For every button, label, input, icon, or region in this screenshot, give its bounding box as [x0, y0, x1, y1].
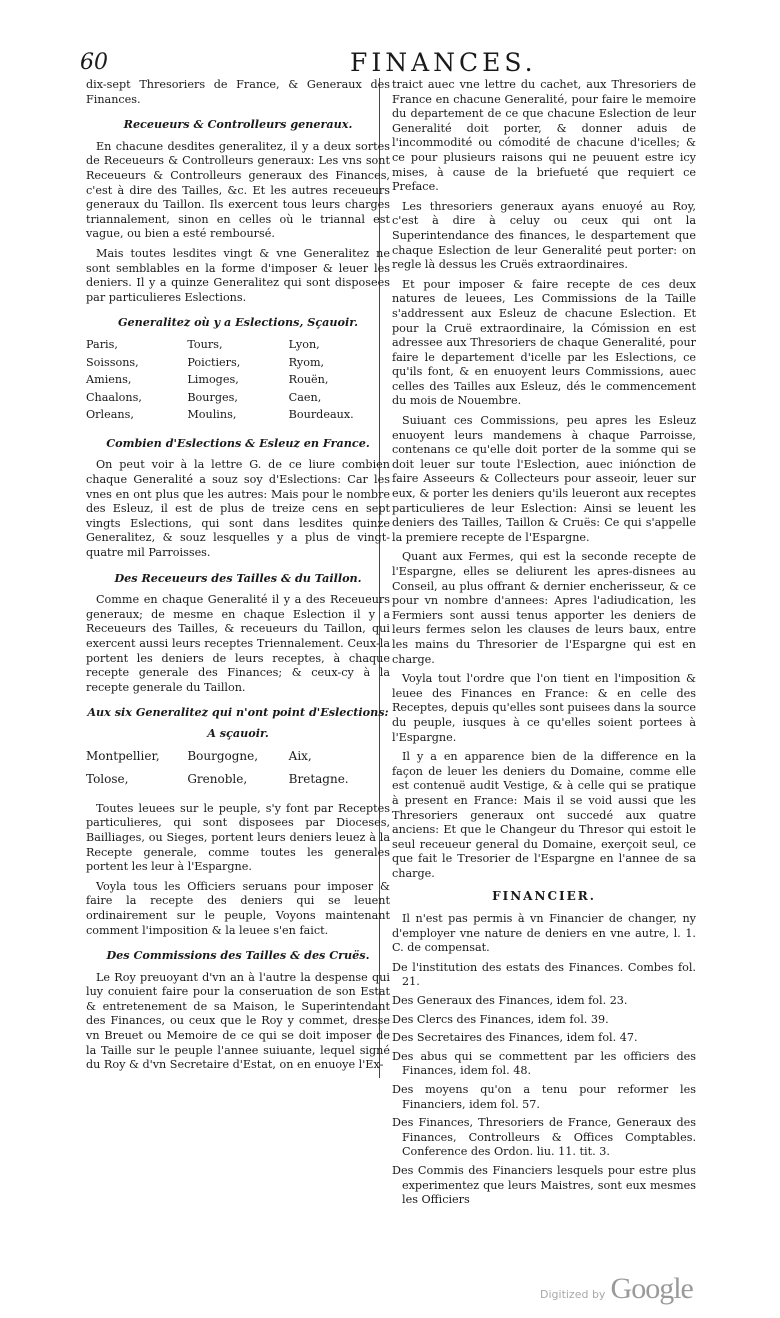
- table-row: [86, 338, 390, 356]
- table-cell: Rouën,: [288, 373, 329, 387]
- table-cell: Bretagne.: [288, 772, 349, 787]
- paragraph: Le Roy preuoyant d'vn an à l'autre la despense qui luy conuient faire pour la conseruation de son Estat & entretenement de sa Maison, le Superintendant des Finances, ou ceux que le Roy y commet, dresse vn Breuet ou Memoire de ce qui se doit imposer de la Taille sur le peuple l'annee suiuante, lequel signé du Roy & d'vn Secretaire d'Estat, on en enuoye l'Ex-: [86, 970, 390, 1072]
- table-cell: Orleans,: [86, 408, 134, 422]
- section-heading: Des Receueurs des Tailles & du Taillon.: [114, 570, 362, 585]
- section-heading: Generalitez où y a Eslections, Sçauoir.: [118, 315, 358, 330]
- watermark-logo-text: Google: [610, 1272, 693, 1305]
- list-item: Des moyens qu'on a tenu pour reformer les Financiers, idem fol. 57.: [392, 1083, 696, 1111]
- left-column: [86, 78, 390, 1078]
- table-cell: Bourdeaux.: [288, 408, 354, 422]
- right-column: [392, 78, 696, 1207]
- paragraph: Suiuant ces Commissions, peu apres les Esleuz enuoyent leurs mandemens à chaque Parroisse, contenans ce qu'elle doit porter de la somme qui se doit leuer sur toute l'Eslection, auec iniónction de faire Asseeurs & Collecteurs pour asseoir, leuer sur eux, & porter les deniers qu'ils leueront aux receptes particulieres de leur Eslection: Ainsi se leuent les deniers des Tailles, Taillon & Cruës: Ce qui s'appelle la premiere recepte de l'Espargne.: [392, 414, 696, 544]
- paragraph: Voyla tout l'ordre que l'on tient en l'imposition & leuee des Finances en France: & en celle des Receptes, depuis qu'elles sont puisees dans la source du peuple, iusques à ce qu'elles soient portees à l'Espargne.: [392, 672, 696, 744]
- paragraph: Toutes leuees sur le peuple, s'y font par Receptes particulieres, qui sont disposees par Dioceses, Bailliages, ou Sieges, portent leurs deniers leuez à la Recepte generale, comme toutes les generales portent les leur à l'Espargne.: [86, 801, 390, 874]
- table-cell: Grenoble,: [187, 772, 248, 787]
- list-item: Des Clercs des Finances, idem fol. 39.: [392, 1012, 609, 1026]
- page-number: 60: [80, 50, 108, 75]
- list-item: Des abus qui se commettent par les officiers des Finances, idem fol. 48.: [392, 1049, 696, 1078]
- table-cell: Ryom,: [288, 355, 325, 369]
- generalities-table: [86, 338, 390, 426]
- running-title: FINANCES.: [350, 48, 537, 77]
- table-cell: Chaalons,: [86, 390, 142, 404]
- table-cell: Limoges,: [187, 373, 239, 387]
- table-cell: Moulins,: [187, 408, 237, 422]
- intro-text: dix-sept Thresoriers de France, & Generaux des Finances.: [86, 78, 390, 106]
- paragraph: On peut voir à la lettre G. de ce liure combien chaque Generalité a souz soy d'Eslections: Car les vnes en ont plus que les autres: Mais pour le nombre des Esleuz, il est de plus de treize cens en sept vingts Eslections, qui sont dans lesdites quinze Generalitez, & souz lesquelles y a plus de vingt-quatre mil Parroisses.: [86, 458, 390, 560]
- list-item: Des Secretaires des Finances, idem fol. 47.: [392, 1031, 638, 1045]
- table-cell: Bourges,: [187, 390, 238, 404]
- table-row: [86, 772, 390, 796]
- table-cell: Poictiers,: [187, 355, 241, 369]
- section-heading: Combien d'Eslections & Esleuz en France.: [106, 435, 370, 450]
- section-heading: Receueurs & Controlleurs generaux.: [123, 117, 353, 132]
- table-cell: Caen,: [288, 390, 322, 404]
- watermark-small-text: Digitized by: [540, 1288, 606, 1301]
- table-row: [86, 391, 390, 409]
- financier-intro: Il n'est pas permis à vn Financier de changer, ny d'employer vne nature de deniers en vne autre, l. 1. C. de compensat.: [392, 912, 696, 955]
- paragraph: En chacune desdites generalitez, il y a deux sortes de Receueurs & Controlleurs generaux: Les vns sont Receueurs & Controlleurs generaux des Finances, c'est à dire des Tailles, &c. Et les autres receueurs generaux du Taillon. Ils exercent tous leurs charges triannalement, sinon en celles où le triannal est vague, ou bien a esté remboursé.: [86, 139, 390, 241]
- paragraph: Et pour imposer & faire recepte de ces deux natures de leuees, Les Commissions de la Taille s'addressent aux Esleuz de chacune Eslection. Et pour la Cruë extraordinaire, la Cómission en est adressee aux Thresoriers de chaque Generalité, pour faire le departement d'icelle par les Eslections, ce qu'ils font, & en enuoyent leurs Commissions, auec celles des Tailles aux Esleuz, dés le commencement du mois de Nouembre.: [392, 277, 696, 408]
- table-row: [86, 749, 390, 773]
- six-generalities-table: [86, 749, 390, 796]
- list-item: Des Generaux des Finances, idem fol. 23.: [392, 994, 628, 1008]
- table-cell: Paris,: [86, 337, 118, 351]
- paragraph: Mais toutes lesdites vingt & vne Generalitez ne sont semblables en la forme d'imposer & leuer les deniers. Il y a quinze Generalitez qui sont disposees par particulieres Eslections.: [86, 246, 390, 304]
- paragraph: traict auec vne lettre du cachet, aux Thresoriers de France en chacune Generalité, pour faire le memoire du departement de ce que chacune Eslection de leur Generalité doit porter, & donner aduis de l'incommodité ou cómodité de chacune d'icelles; & ce pour plusieurs raisons qui ne peuuent estre icy mises, à cause de la briefueté que requiert ce Preface.: [392, 78, 696, 194]
- google-watermark: [540, 1272, 693, 1306]
- section-heading: Aux six Generalitez qui n'ont point d'Eslections:: [87, 705, 389, 720]
- table-cell: Aix,: [288, 748, 312, 763]
- table-row: [86, 408, 390, 426]
- page-header: [78, 46, 698, 76]
- paragraph: Voyla tous les Officiers seruans pour imposer & faire la recepte des deniers qui se leuent ordinairement sur le peuple, Voyons maintenant comment l'imposition & la leuee s'en faict.: [86, 879, 390, 937]
- paragraph: Les thresoriers generaux ayans enuoyé au Roy, c'est à dire à celuy ou ceux qui ont la Superintendance des finances, le despartement que chaque Eslection de leur Generalité peut porter: on regle là dessus les Cruës extraordinaires.: [392, 199, 696, 272]
- section-heading: Des Commissions des Tailles & des Cruës.: [106, 948, 370, 963]
- list-item: Des Finances, Thresoriers de France, Generaux des Finances, Controlleurs & Offices Comptables. Conference des Ordon. liu. 11. tit. 3.: [392, 1116, 696, 1159]
- list-item: Des Commis des Financiers lesquels pour estre plus experimentez que leurs Maistres, sont eux mesmes les Officiers: [392, 1163, 696, 1207]
- financier-title: FINANCIER.: [492, 889, 596, 904]
- paragraph: Comme en chaque Generalité il y a des Receueurs generaux; de mesme en chaque Eslection il y a Receueurs des Tailles, & receueurs du Taillon, qui exercent aussi leurs receptes Triennalement. Ceux-la portent les deniers de leurs receptes, à chaque recepte generale des Finances; & ceux-cy à la recepte generale du Taillon.: [86, 593, 390, 694]
- table-cell: Tours,: [187, 337, 223, 351]
- paragraph: Il y a en apparence bien de la difference en la façon de leuer les deniers du Domaine, comme elle est contenuë audit Vestige, & à celle qui se pratique à present en France: Mais il se void aussi que les Thresoriers generaux ont succedé aux quatre anciens: Et que le Changeur du Thresor qui estoit le seul receueur general du Domaine, exerçoit seul, ce que fait le Tresorier de l'Espargne en l'annee de sa charge.: [392, 750, 696, 880]
- table-cell: Montpellier,: [86, 748, 160, 763]
- table-cell: Lyon,: [288, 337, 320, 351]
- list-item: De l'institution des estats des Finances. Combes fol. 21.: [392, 960, 696, 989]
- table-cell: Soissons,: [86, 355, 139, 369]
- table-row: [86, 373, 390, 391]
- paragraph: Quant aux Fermes, qui est la seconde recepte de l'Espargne, elles se deliurent les apres-disnees au Conseil, au plus offrant & dernier encherisseur, & ce pour vn nombre d'annees: Apres l'adiudication, les Fermiers sont aussi tenus apporter les deniers de leurs fermes selon les clauses de leurs baux, entre les mains du Thresorier de l'Espargne qui est en charge.: [392, 550, 696, 666]
- table-cell: Bourgogne,: [187, 748, 259, 763]
- table-row: [86, 356, 390, 374]
- section-subheading: A sçauoir.: [207, 725, 269, 740]
- table-cell: Tolose,: [86, 772, 129, 787]
- table-cell: Amiens,: [86, 373, 132, 387]
